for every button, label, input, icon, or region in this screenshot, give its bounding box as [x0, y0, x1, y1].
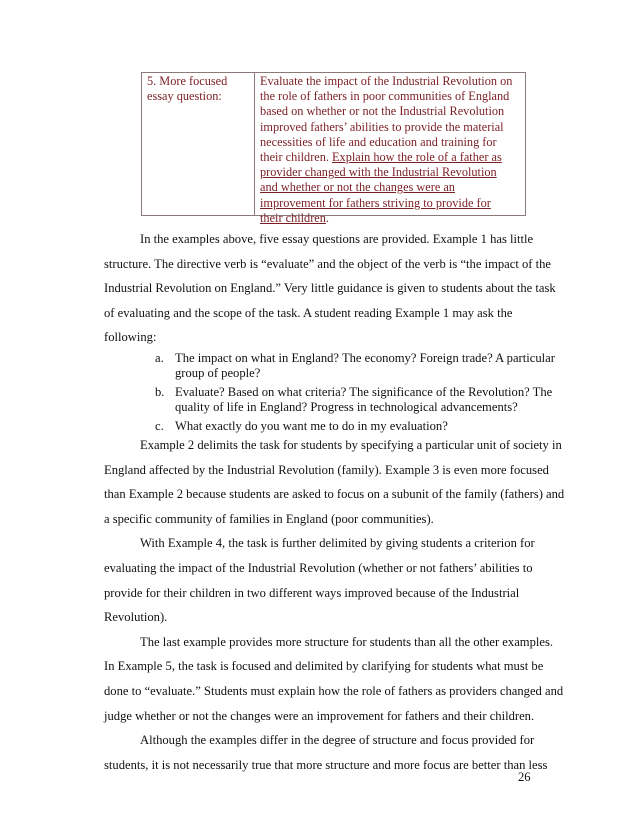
list-marker: a.	[155, 351, 164, 365]
paragraph-line: structure. The directive verb is “evaluate” and the object of the verb is “the impact of the	[104, 256, 552, 271]
table-underlined-line: provider changed with the Industrial Revolution	[260, 165, 497, 180]
essay-question-table	[141, 72, 526, 225]
paragraph-line: evaluating the impact of the Industrial Revolution (whether or not fathers’ abilities to	[104, 560, 533, 575]
table-line: the role of fathers in poor communities of England	[260, 89, 510, 104]
list-item	[155, 351, 575, 381]
list-line: The impact on what in England? The economy? Foreign trade? A particular	[175, 351, 555, 365]
table-line-mixed	[260, 150, 519, 165]
paragraph-line: In the examples above, five essay questions are provided. Example 1 has little	[140, 232, 534, 246]
list-line: group of people?	[175, 366, 261, 380]
list-line: quality of life in England? Progress in technological advancements?	[175, 400, 518, 414]
table-underlined-line: their children	[260, 210, 326, 225]
question-list	[155, 351, 575, 438]
paragraph-line: England affected by the Industrial Revolution (family). Example 3 is even more focused	[104, 462, 549, 477]
paragraph-line: provide for their children in two different ways improved because of the Industrial	[104, 585, 520, 600]
paragraph-line: of evaluating and the scope of the task. A student reading Example 1 may ask the	[104, 305, 513, 320]
paragraph-line: The last example provides more structure for students than all the other examples.	[140, 634, 554, 649]
table-underlined-line: improvement for fathers striving to provide for	[260, 195, 491, 210]
paragraph-line: a specific community of families in England (poor communities).	[104, 511, 434, 526]
paragraph-line: Example 2 delimits the task for students by specifying a particular unit of society in	[140, 438, 562, 452]
table-final-period: .	[325, 210, 329, 225]
list-item-text	[175, 351, 555, 381]
list-marker: b.	[155, 385, 165, 399]
table-line-last	[260, 211, 519, 226]
paragraph-line: than Example 2 because students are asked to focus on a subunit of the family (fathers) and	[104, 487, 565, 502]
table-underlined-line: and whether or not the changes were an	[260, 180, 455, 195]
list-item-text	[175, 385, 552, 415]
table-line: improved fathers’ abilities to provide the material	[260, 119, 504, 134]
paragraph-line: following:	[104, 330, 157, 345]
table-label-cell: 5. More focused essay question:	[142, 73, 255, 215]
list-item	[155, 419, 575, 434]
paragraph-line: Revolution).	[104, 610, 168, 625]
paragraph-line: judge whether or not the changes were an improvement for fathers and their children.	[104, 708, 535, 723]
list-item	[155, 385, 575, 415]
table-line: based on whether or not the Industrial Revolution	[260, 104, 505, 119]
paragraph-1	[104, 227, 556, 350]
paragraph-line: Industrial Revolution on England.” Very little guidance is given to students about the task	[104, 281, 556, 296]
page-number: 26	[518, 770, 531, 784]
paragraph-line: Although the examples differ in the degree of structure and focus provided for	[140, 733, 535, 748]
table-question-cell	[255, 73, 525, 225]
paragraph-line: done to “evaluate.” Students must explain how the role of fathers as providers changed and	[104, 683, 564, 698]
paragraph-line: With Example 4, the task is further delimited by giving students a criterion for	[140, 536, 535, 551]
list-marker: c.	[155, 419, 164, 433]
list-line: What exactly do you want me to do in my evaluation?	[175, 419, 448, 433]
table-line-plain-part: their children.	[260, 150, 333, 165]
paragraph-line: students, it is not necessarily true that more structure and more focus are better than less	[104, 757, 548, 772]
list-line: Evaluate? Based on what criteria? The significance of the Revolution? The	[175, 385, 553, 399]
list-item-text	[175, 419, 448, 434]
paragraph-line: In Example 5, the task is focused and delimited by clarifying for students what must be	[104, 659, 544, 674]
body-continued	[104, 433, 565, 777]
table-line: necessities of life and education and training for	[260, 134, 497, 149]
table-line: Evaluate the impact of the Industrial Revolution on	[260, 74, 513, 88]
table-line-underlined-part: Explain how the role of a father as	[332, 150, 502, 165]
